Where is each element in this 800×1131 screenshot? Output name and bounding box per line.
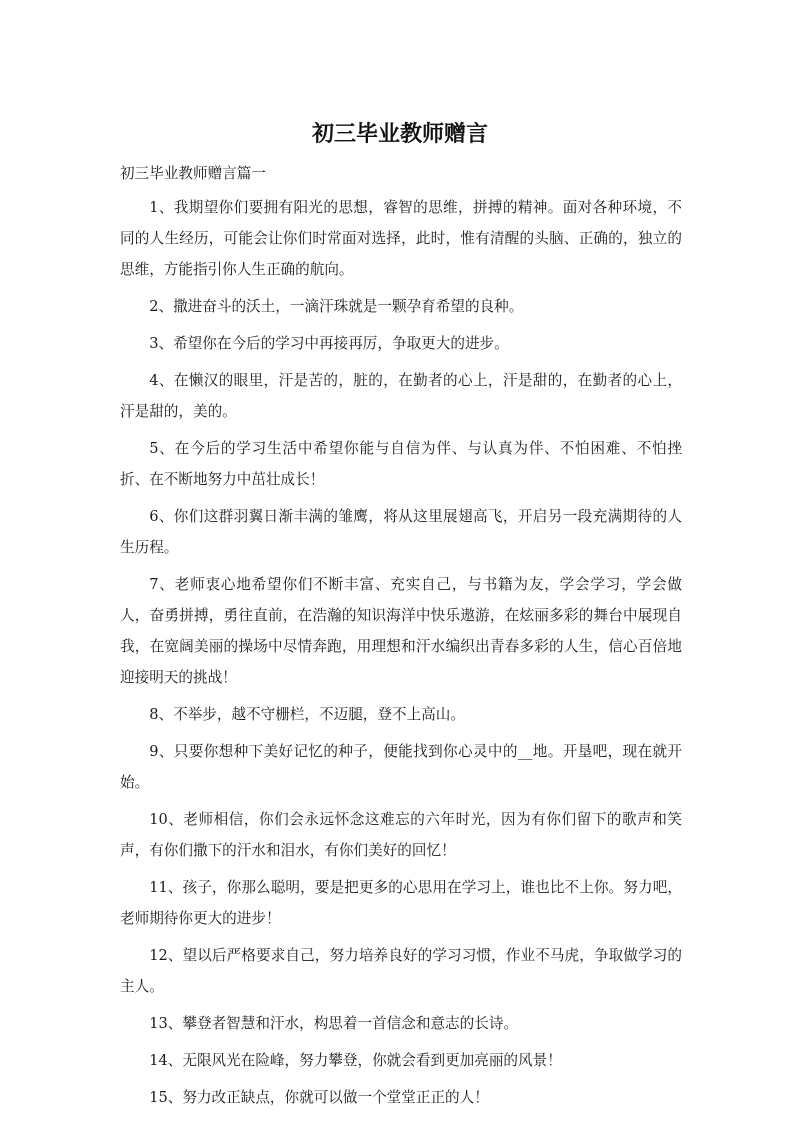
paragraph-3: 3、希望你在今后的学习中再接再厉，争取更大的进步。 bbox=[149, 335, 509, 352]
paragraph-15: 15、努力改正缺点，你就可以做一个堂堂正正的人！ bbox=[149, 1089, 489, 1106]
paragraph-1: 1、我期望你们要拥有阳光的思想，睿智的思维，拼搏的精神。面对各种环境，不同的人生经历，可能会让你们时常面对选择，此时，惟有清醒的头脑、正确的，独立的思维，方能指引你人生正确的航向。 bbox=[120, 199, 682, 278]
section-subtitle: 初三毕业教师赠言篇一 bbox=[120, 165, 266, 182]
paragraph-6: 6、你们这群羽翼日渐丰满的雏鹰，将从这里展翅高飞，开启另一段充满期待的人生历程。 bbox=[120, 508, 682, 556]
paragraph-9: 9、只要你想种下美好记忆的种子，便能找到你心灵中的__地。开垦吧，现在就开始。 bbox=[120, 743, 682, 791]
paragraph-10: 10、老师相信，你们会永远怀念这难忘的六年时光，因为有你们留下的歌声和笑声，有你们撒下的汗水和泪水，有你们美好的回忆！ bbox=[120, 811, 682, 859]
paragraph-5: 5、在今后的学习生活中希望你能与自信为伴、与认真为伴、不怕困难、不怕挫折、在不断地努力中茁壮成长！ bbox=[120, 440, 682, 488]
paragraph-12: 12、望以后严格要求自己，努力培养良好的学习习惯，作业不马虎，争取做学习的主人。 bbox=[120, 947, 682, 995]
paragraph-11: 11、孩子，你那么聪明，要是把更多的心思用在学习上，谁也比不上你。努力吧，老师期待你更大的进步！ bbox=[120, 879, 682, 927]
document-body bbox=[120, 161, 682, 1119]
paragraph-8: 8、不举步，越不守栅栏，不迈腿，登不上高山。 bbox=[149, 706, 465, 723]
paragraph-13: 13、攀登者智慧和汗水，构思着一首信念和意志的长诗。 bbox=[149, 1015, 519, 1032]
document-title: 初三毕业教师赠言 bbox=[311, 122, 488, 147]
paragraph-7: 7、老师衷心地希望你们不断丰富、充实自己，与书籍为友，学会学习，学会做人，奋勇拼搏，勇往直前，在浩瀚的知识海洋中快乐遨游，在炫丽多彩的舞台中展现自我，在宽阔美丽的操场中尽情奔跑，用理想和汗水编织出青春多彩的人生，信心百倍地迎接明天的挑战！ bbox=[120, 576, 682, 686]
paragraph-4: 4、在懒汉的眼里，汗是苦的，脏的，在勤者的心上，汗是甜的，在勤者的心上，汗是甜的，美的。 bbox=[120, 372, 682, 420]
paragraph-2: 2、撒进奋斗的沃土，一滴汗珠就是一颗孕育希望的良种。 bbox=[149, 298, 524, 315]
paragraph-14: 14、无限风光在险峰，努力攀登，你就会看到更加亮丽的风景！ bbox=[149, 1052, 562, 1069]
